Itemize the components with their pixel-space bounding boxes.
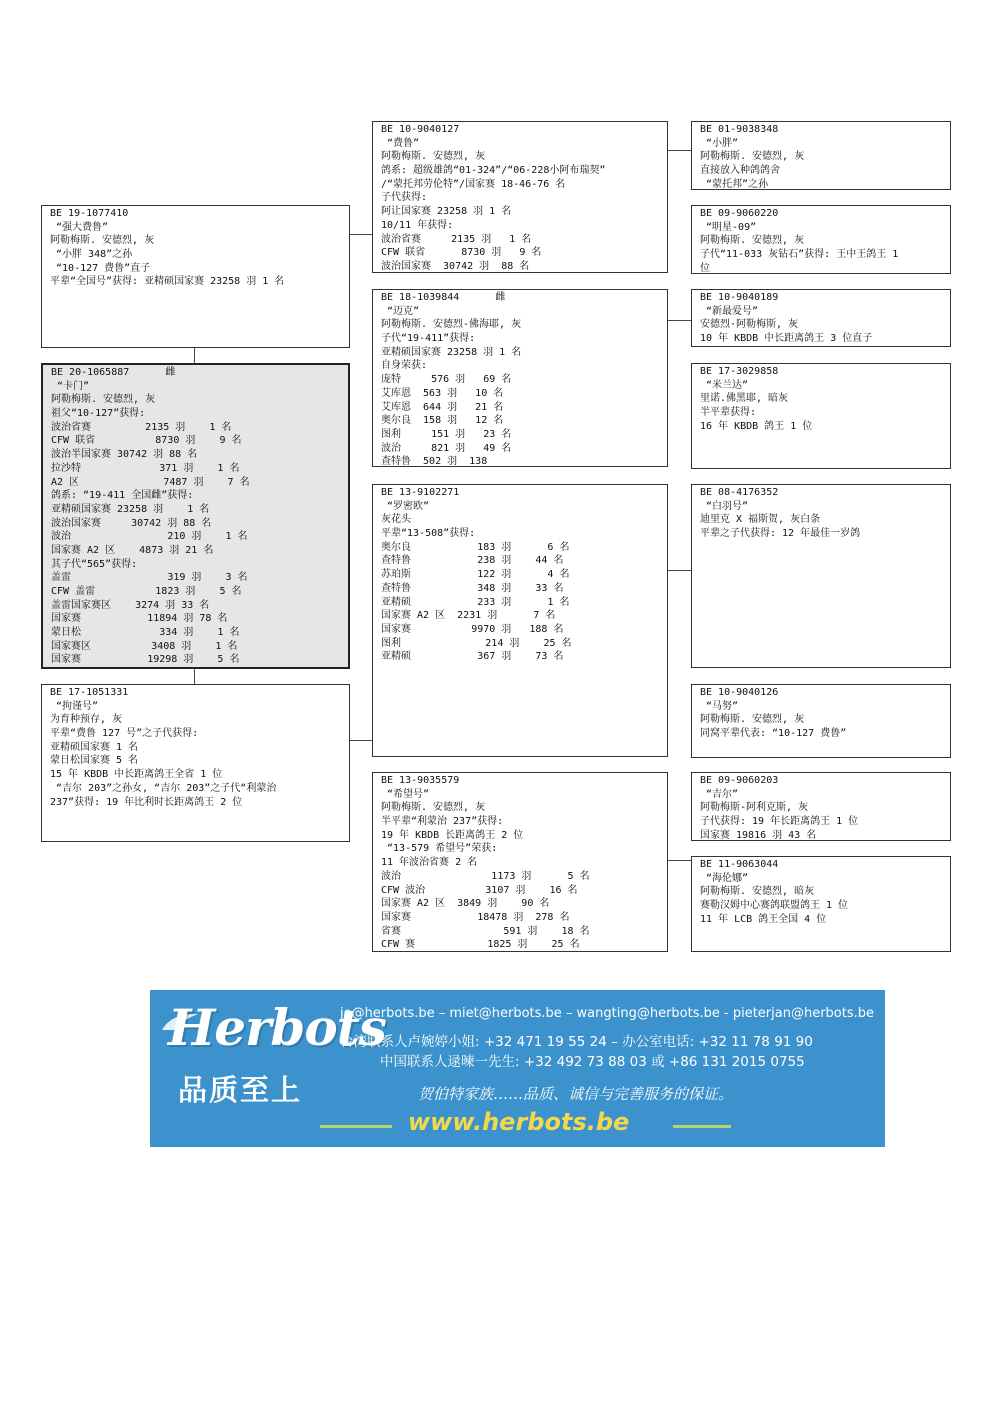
pedigree-line: 里诺.佛黑耶, 暗灰 bbox=[700, 393, 789, 405]
pedigree-line: 波治 821 羽 49 名 bbox=[381, 442, 512, 454]
pedigree-line: 蒙日松国家赛 5 名 bbox=[50, 755, 139, 767]
pedigree-card-dam-grandsire bbox=[372, 484, 668, 757]
pedigree-line: 祖父“10-127”获得: bbox=[51, 408, 146, 420]
pedigree-line: 鸽系: “19-411 全国雌”获得: bbox=[51, 490, 194, 502]
pedigree-line: “罗密欧” bbox=[381, 500, 430, 512]
pedigree-line: 阿让国家赛 23258 羽 1 名 bbox=[381, 206, 512, 218]
connector bbox=[349, 740, 372, 741]
pedigree-line: 阿勒梅斯. 安德烈, 灰 bbox=[381, 151, 486, 163]
connector bbox=[349, 234, 372, 235]
pedigree-card-sire-grandsire bbox=[372, 121, 668, 273]
pedigree-line: “卡门” bbox=[51, 380, 90, 392]
pedigree-card-ggd-2 bbox=[691, 363, 951, 469]
pedigree-line: 位 bbox=[700, 262, 710, 274]
connector bbox=[194, 669, 195, 685]
divider bbox=[320, 1125, 392, 1128]
pedigree-line: 国家赛 A2 区 3849 羽 90 名 bbox=[381, 898, 550, 910]
pedigree-line: 波治省赛 2135 羽 1 名 bbox=[51, 421, 232, 433]
pedigree-line: 10/11 年获得: bbox=[381, 219, 454, 231]
pedigree-line: 波治半国家赛 30742 羽 88 名 bbox=[51, 449, 198, 461]
pedigree-line: 苏珀斯 122 羽 4 名 bbox=[381, 569, 570, 581]
pedigree-line: 查特鲁 502 羽 138 bbox=[381, 456, 488, 467]
pedigree-line: 国家赛 18478 羽 278 名 bbox=[381, 911, 570, 923]
ring-number: BE 17-3029858 bbox=[700, 366, 779, 377]
pedigree-line: 灰花头 bbox=[381, 514, 411, 526]
pedigree-card-ggs-1 bbox=[691, 121, 951, 190]
pedigree-line: 平辈之子代获得: 12 年最佳一岁鸽 bbox=[700, 528, 861, 540]
pedigree-line: 波治 1173 羽 5 名 bbox=[381, 870, 590, 882]
pedigree-line: 查特鲁 238 羽 44 名 bbox=[381, 555, 564, 567]
pedigree-card-dam bbox=[41, 684, 350, 842]
pedigree-line: CFW 联省 8730 羽 9 名 bbox=[381, 247, 542, 259]
connector bbox=[194, 347, 195, 363]
ring-number: BE 20-1065887 雌 bbox=[51, 367, 176, 378]
connector bbox=[667, 320, 691, 321]
ring-number: BE 09-9060203 bbox=[700, 775, 779, 786]
pedigree-line: 平辈“全国号”获得: 亚精硕国家赛 23258 羽 1 名 bbox=[50, 276, 285, 288]
pedigree-card-ggs-4 bbox=[691, 772, 951, 841]
pedigree-card-ggd-3 bbox=[691, 684, 951, 758]
pedigree-line: A2 区 7487 羽 7 名 bbox=[51, 476, 250, 488]
pedigree-line: 波治省赛 2135 羽 1 名 bbox=[381, 233, 532, 245]
pedigree-card-ggs-3 bbox=[691, 484, 951, 668]
pedigree-line: 同窝平辈代表: “10-127 费鲁” bbox=[700, 728, 847, 740]
pedigree-line: 图利 214 羽 25 名 bbox=[381, 637, 572, 649]
ring-number: BE 13-9102271 bbox=[381, 487, 460, 498]
pedigree-line: “小胖” bbox=[700, 137, 739, 149]
pedigree-line: 国家赛 9970 羽 188 名 bbox=[381, 623, 564, 635]
pedigree-line: 省赛 591 羽 18 名 bbox=[381, 925, 590, 937]
pedigree-line: 阿勒梅斯-阿利克斯, 灰 bbox=[700, 802, 809, 814]
ring-number: BE 11-9063044 bbox=[700, 859, 779, 870]
china-contact: 中国联系人逯暕一先生: +32 492 73 88 03 或 +86 131 2015 0755 bbox=[380, 1054, 805, 1070]
herbots-logo: Herbots bbox=[168, 998, 386, 1057]
pedigree-card-ggd-1 bbox=[691, 205, 951, 274]
pedigree-line: 阿勒梅斯. 安德烈, 灰 bbox=[50, 235, 155, 247]
pedigree-line: 19 年 KBDB 长距离鸽王 2 位 bbox=[381, 829, 524, 841]
pedigree-line: 国家赛 19298 羽 5 名 bbox=[51, 654, 240, 666]
pedigree-line: 图利 151 羽 23 名 bbox=[381, 428, 512, 440]
pedigree-line: “小胖 348”之孙 bbox=[50, 249, 133, 261]
pedigree-card-ggd-4 bbox=[691, 856, 951, 952]
pedigree-line: 拉沙特 371 羽 1 名 bbox=[51, 462, 240, 474]
ring-number: BE 10-9040189 bbox=[700, 292, 779, 303]
pedigree-line: 国家赛 11894 羽 78 名 bbox=[51, 613, 228, 625]
ring-number: BE 18-1039844 雌 bbox=[381, 292, 506, 303]
pedigree-line: 波治国家赛 30742 羽 88 名 bbox=[51, 517, 212, 529]
pedigree-line: 10 年 KBDB 中长距离鸽王 3 位直子 bbox=[700, 333, 873, 345]
slogan: 品质至上 bbox=[178, 1073, 303, 1107]
pedigree-line: 15 年 KBDB 中长距离鸽王全省 1 位 bbox=[50, 769, 223, 781]
pedigree-line: 亚精硕 233 羽 1 名 bbox=[381, 596, 570, 608]
pedigree-line: 国家赛区 3408 羽 1 名 bbox=[51, 640, 238, 652]
divider bbox=[673, 1125, 731, 1128]
ring-number: BE 17-1051331 bbox=[50, 687, 129, 698]
pedigree-line: 阿勒梅斯. 安德烈, 灰 bbox=[700, 714, 805, 726]
pedigree-line: 亚精硕国家赛 23258 羽 1 名 bbox=[51, 503, 210, 515]
pedigree-line: “吉尔” bbox=[700, 788, 739, 800]
pedigree-line: 为育种预存, 灰 bbox=[50, 714, 123, 726]
pedigree-line: 11 年 LCB 鸽王全国 4 位 bbox=[700, 913, 827, 925]
pedigree-line: 查特鲁 348 羽 33 名 bbox=[381, 582, 564, 594]
pedigree-line: “费鲁” bbox=[381, 137, 420, 149]
ring-number: BE 08-4176352 bbox=[700, 487, 779, 498]
pedigree-line: 亚精硕 367 羽 73 名 bbox=[381, 651, 564, 663]
pedigree-line: 鸽系: 超级雄鸽“01-324”/“06-228小阿布瑞契” bbox=[381, 165, 606, 177]
taiwan-contact: 台湾联系人卢婉婷小姐: +32 471 19 55 24 – 办公室电话: +32 11 78 91 90 bbox=[340, 1034, 813, 1050]
pedigree-line: “海伦娜” bbox=[700, 872, 749, 884]
pedigree-line: 阿勒梅斯. 安德烈-佛海耶, 灰 bbox=[381, 319, 522, 331]
pedigree-line: CFW 联省 8730 羽 9 名 bbox=[51, 435, 242, 447]
pedigree-line: /“蒙托邦劳伦特”/国家赛 18-46-76 名 bbox=[381, 178, 566, 190]
pedigree-line: 奥尔良 158 羽 12 名 bbox=[381, 415, 504, 427]
pedigree-card-sire bbox=[41, 205, 350, 348]
pedigree-line: 其子代“565”获得: bbox=[51, 558, 138, 570]
pedigree-line: 盖雷国家赛区 3274 羽 33 名 bbox=[51, 599, 210, 611]
ring-number: BE 10-9040127 bbox=[381, 124, 460, 135]
pedigree-line: “蒙托邦”之孙 bbox=[700, 178, 769, 190]
pedigree-line: 波治 210 羽 1 名 bbox=[51, 531, 248, 543]
pedigree-line: 亚精硕国家赛 1 名 bbox=[50, 741, 139, 753]
pedigree-card-subject bbox=[41, 363, 350, 669]
pedigree-line: “米兰达” bbox=[700, 379, 749, 391]
ring-number: BE 01-9038348 bbox=[700, 124, 779, 135]
pedigree-line: 亚精硕国家赛 23258 羽 1 名 bbox=[381, 346, 522, 358]
pedigree-line: 波治国家赛 30742 羽 88 名 bbox=[381, 260, 530, 272]
ring-number: BE 10-9040126 bbox=[700, 687, 779, 698]
tagline: 贺伯特家族……品质、诚信与完善服务的保证。 bbox=[418, 1085, 734, 1103]
pedigree-line: “10-127 费鲁”直子 bbox=[50, 262, 151, 274]
pedigree-line: 国家赛 19816 羽 43 名 bbox=[700, 829, 817, 841]
pedigree-line: 艾库恩 644 羽 21 名 bbox=[381, 401, 504, 413]
connector bbox=[667, 860, 691, 861]
connector bbox=[667, 570, 691, 571]
pedigree-line: “吉尔 203”之孙女, “吉尔 203”之子代“利蒙治 bbox=[50, 782, 277, 794]
pedigree-line: CFW 波治 3107 羽 16 名 bbox=[381, 884, 578, 896]
pedigree-line: “明星-09” bbox=[700, 221, 757, 233]
pedigree-line: CFW 赛 1825 羽 25 名 bbox=[381, 939, 580, 951]
pedigree-line: “拘谨号” bbox=[50, 700, 99, 712]
email-list[interactable]: jo@herbots.be – miet@herbots.be – wangting@herbots.be - pieterjan@herbots.be bbox=[340, 1006, 874, 1021]
pedigree-line: 直接放入种鸽鸽舍 bbox=[700, 165, 780, 177]
pedigree-line: 安德烈·阿勒梅斯, 灰 bbox=[700, 319, 799, 331]
pedigree-line: 阿勒梅斯. 安德烈, 灰 bbox=[700, 151, 805, 163]
pedigree-line: 半平辈获得: bbox=[700, 407, 757, 419]
website-link[interactable]: www.herbots.be bbox=[408, 1108, 630, 1136]
pedigree-line: 阿勒梅斯. 安德烈, 灰 bbox=[700, 235, 805, 247]
pedigree-line: 阿勒梅斯. 安德烈, 暗灰 bbox=[700, 886, 815, 898]
pedigree-line: 奥尔良 183 羽 6 名 bbox=[381, 541, 570, 553]
pedigree-line: “希望号” bbox=[381, 788, 430, 800]
pedigree-line: 平辈“费鲁 127 号”之子代获得: bbox=[50, 728, 199, 740]
pedigree-line: 子代“11-033 灰钻石”获得: 王中王鸽王 1 bbox=[700, 249, 899, 261]
pedigree-line: 迪里克 X 福斯贺, 灰白条 bbox=[700, 514, 821, 526]
pedigree-line: 赛勒汉姆中心赛鸽联盟鸽王 1 位 bbox=[700, 900, 849, 912]
pedigree-line: 阿勒梅斯. 安德烈, 灰 bbox=[51, 394, 156, 406]
pedigree-line: 蒙日松 334 羽 1 名 bbox=[51, 627, 240, 639]
pedigree-line: 子代获得: bbox=[381, 192, 428, 204]
pedigree-line: 11 年波治省赛 2 名 bbox=[381, 857, 478, 869]
pedigree-line: “13-579 希望号”荣获: bbox=[381, 843, 498, 855]
pedigree-line: 自身荣获: bbox=[381, 360, 428, 372]
pedigree-line: 子代获得: 19 年长距离鸽王 1 位 bbox=[700, 816, 859, 828]
pedigree-line: “白羽号” bbox=[700, 500, 749, 512]
pedigree-card-ggs-2 bbox=[691, 289, 951, 347]
pedigree-line: 国家赛 A2 区 2231 羽 7 名 bbox=[381, 610, 556, 622]
pedigree-line: “迈克” bbox=[381, 305, 420, 317]
herbots-banner bbox=[150, 990, 885, 1147]
pedigree-line: 盖雷 319 羽 3 名 bbox=[51, 572, 248, 584]
pedigree-card-dam-granddam bbox=[372, 772, 668, 952]
pedigree-line: 艾库恩 563 羽 10 名 bbox=[381, 387, 504, 399]
pedigree-line: 237”获得: 19 年比利时长距离鸽王 2 位 bbox=[50, 796, 243, 808]
connector bbox=[667, 150, 691, 151]
pedigree-line: 国家赛 A2 区 4873 羽 21 名 bbox=[51, 544, 214, 556]
pedigree-line: 平辈“13-508”获得: bbox=[381, 528, 476, 540]
ring-number: BE 13-9035579 bbox=[381, 775, 460, 786]
pedigree-line: 庞特 576 羽 69 名 bbox=[381, 374, 512, 386]
pedigree-line: “新最爱号” bbox=[700, 305, 759, 317]
ring-number: BE 09-9060220 bbox=[700, 208, 779, 219]
pedigree-line: 子代“19-411”获得: bbox=[381, 333, 476, 345]
pedigree-line: CFW 盖雷 1823 羽 5 名 bbox=[51, 586, 242, 597]
pedigree-line: 半平辈“利蒙治 237”获得: bbox=[381, 816, 504, 828]
pedigree-line: 16 年 KBDB 鸽王 1 位 bbox=[700, 420, 813, 432]
pedigree-card-sire-granddam bbox=[372, 289, 668, 467]
pedigree-line: “强大费鲁” bbox=[50, 221, 109, 233]
pedigree-line: “马努” bbox=[700, 700, 739, 712]
pedigree-line: 阿勒梅斯. 安德烈, 灰 bbox=[381, 802, 486, 814]
ring-number: BE 19-1077410 bbox=[50, 208, 129, 219]
